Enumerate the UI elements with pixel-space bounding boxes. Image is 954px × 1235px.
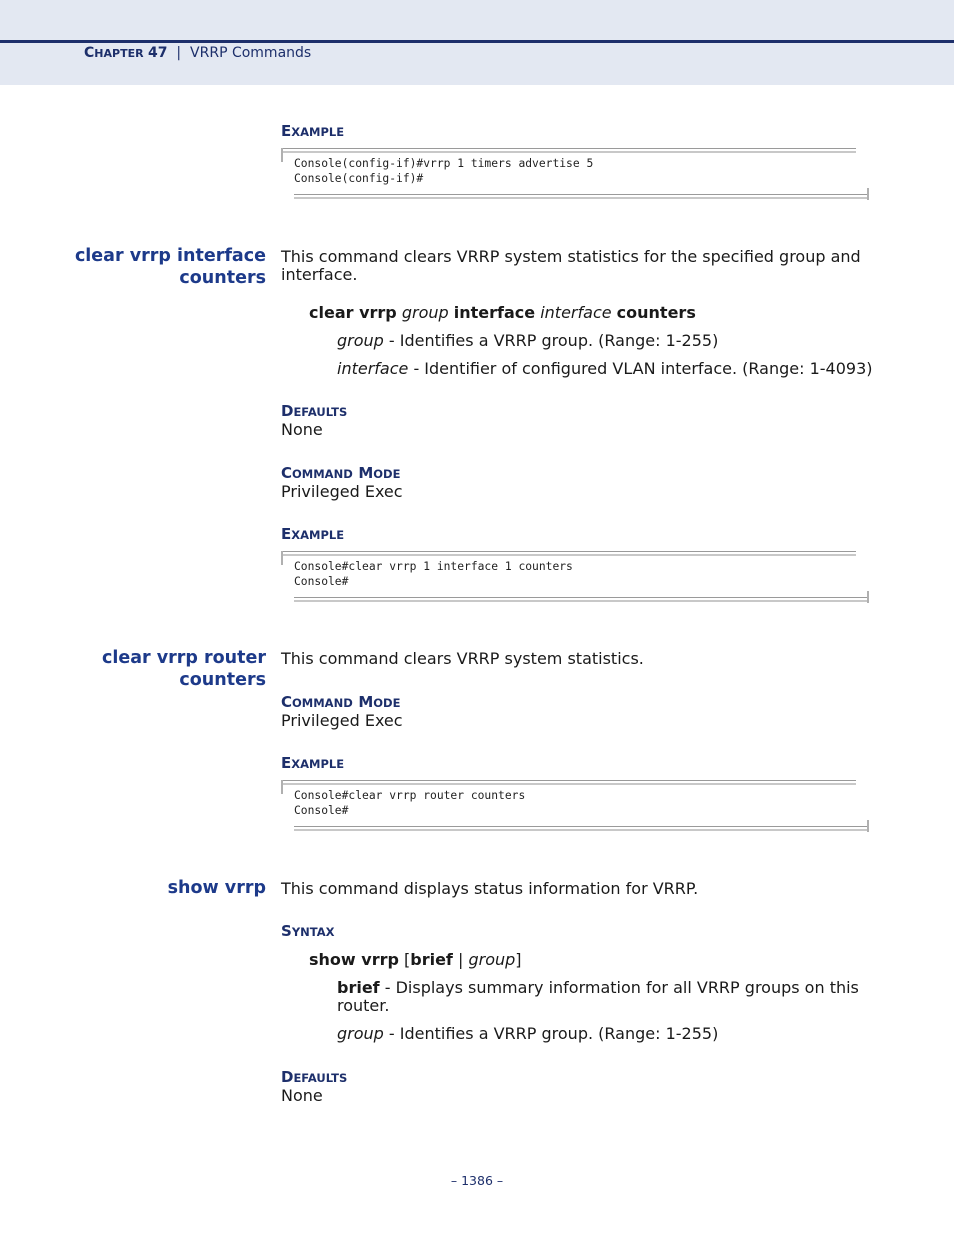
code-line: Console(config-if)#: [294, 172, 424, 185]
command-title-show-vrrp: show vrrp: [167, 878, 266, 898]
command-title-clear-vrrp-interface-counters: clear vrrp interface counters: [74, 246, 266, 288]
code-line: Console#: [294, 804, 349, 817]
header-rule: [0, 40, 954, 43]
command-mode-label: COMMAND MODE: [281, 693, 401, 711]
page-number: – 1386 –: [450, 1173, 504, 1188]
defaults-label: DEFAULTS: [281, 1068, 348, 1086]
code-line: Console#: [294, 575, 349, 588]
command-mode-value: Privileged Exec: [281, 711, 403, 730]
code-example: [281, 780, 869, 835]
command-title-clear-vrrp-router-counters: clear vrrp router counters: [101, 648, 266, 690]
example-label: EXAMPLE: [281, 525, 345, 543]
defaults-label: DEFAULTS: [281, 402, 348, 420]
command-mode-value: Privileged Exec: [281, 482, 403, 501]
header-separator: |: [176, 45, 182, 61]
defaults-value: None: [281, 1086, 323, 1105]
example-label: EXAMPLE: [281, 122, 345, 140]
chapter-word: HAPTER: [94, 47, 144, 60]
defaults-value: None: [281, 420, 323, 439]
command-description: This command clears VRRP system statistics.: [281, 649, 644, 668]
chapter-title: VRRP Commands: [190, 45, 312, 61]
code-example: [281, 148, 869, 203]
chapter-number: 47: [148, 45, 168, 61]
example-label: EXAMPLE: [281, 754, 345, 772]
code-example: [281, 551, 869, 606]
command-syntax: show vrrp [brief | group]: [309, 950, 522, 969]
parameter-group: group - Identifies a VRRP group. (Range: 1-255): [337, 1024, 719, 1043]
command-description: This command clears VRRP system statistics for the specified group and interface.: [281, 247, 861, 284]
code-line: Console#clear vrrp 1 interface 1 counters: [294, 560, 573, 573]
parameter-group: group - Identifies a VRRP group. (Range: 1-255): [337, 331, 719, 350]
parameter-interface: interface - Identifier of configured VLAN interface. (Range: 1-4093): [337, 359, 873, 378]
chapter-heading: [84, 45, 311, 61]
command-mode-label: COMMAND MODE: [281, 464, 401, 482]
command-description: This command displays status information for VRRP.: [281, 879, 699, 898]
syntax-label: SYNTAX: [281, 922, 335, 940]
chapter-initial: C: [84, 45, 95, 61]
code-line: Console#clear vrrp router counters: [294, 789, 526, 802]
parameter-brief: brief - Displays summary information for all VRRP groups on this router.: [337, 978, 859, 1015]
code-line: Console(config-if)#vrrp 1 timers advertise 5: [294, 157, 594, 170]
command-syntax: clear vrrp group interface interface counters: [309, 303, 696, 322]
